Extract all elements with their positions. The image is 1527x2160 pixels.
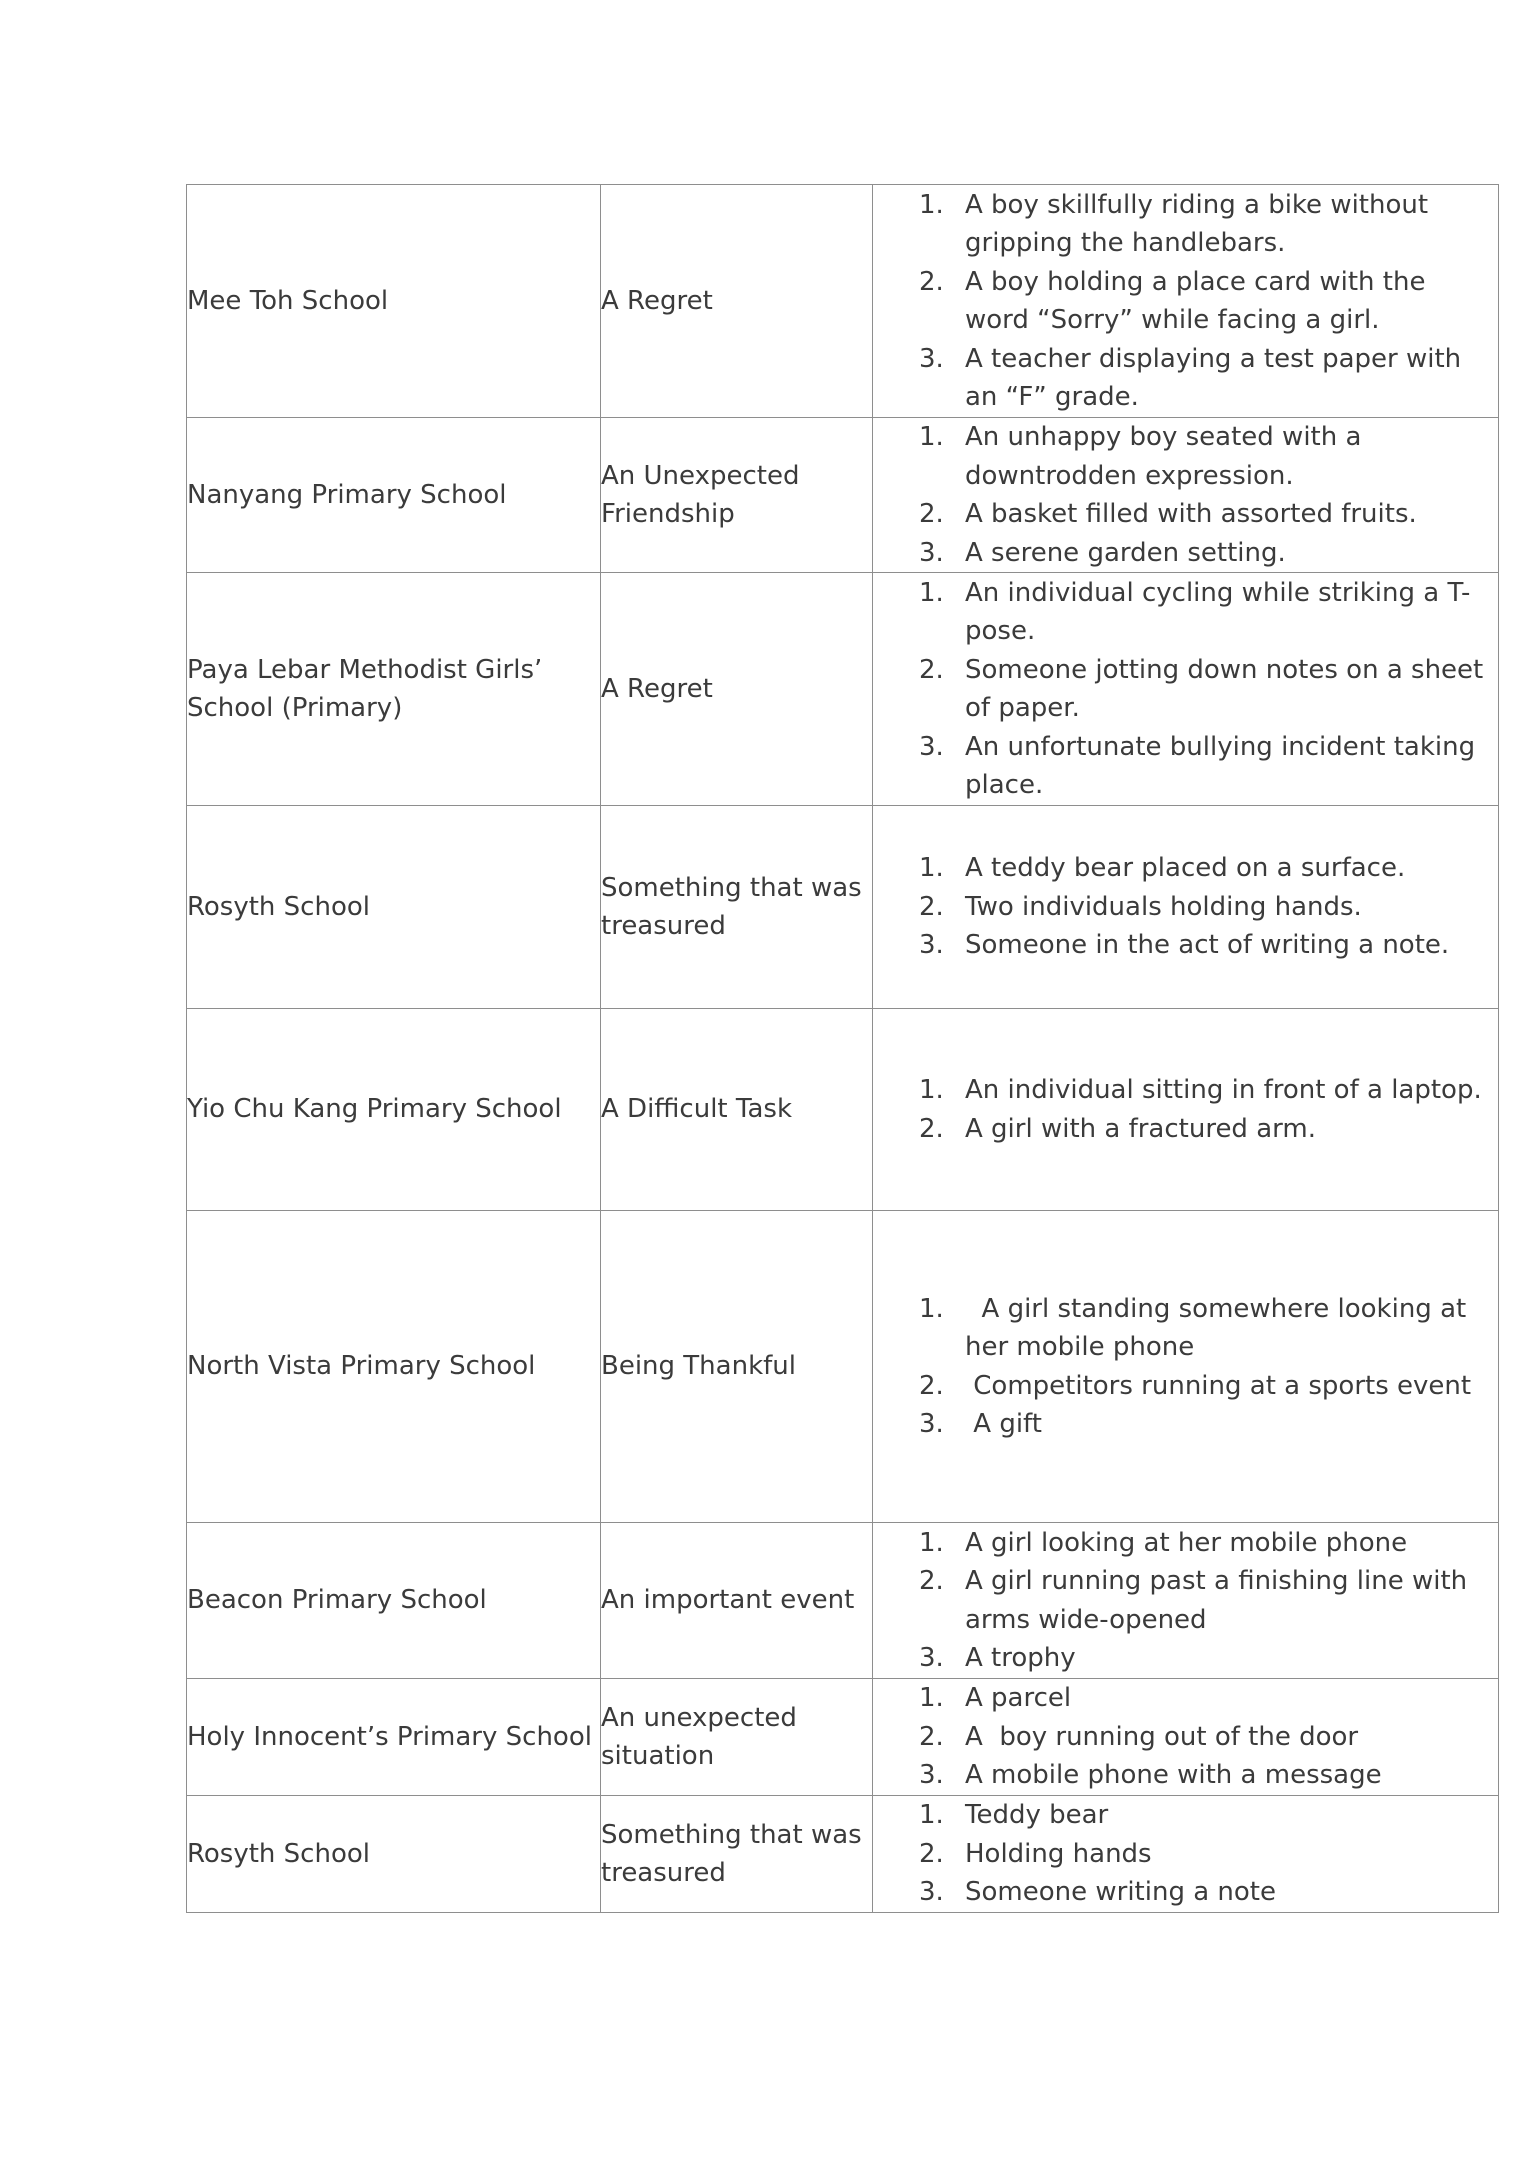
table-row bbox=[187, 573, 1499, 806]
picture-list-item bbox=[873, 1524, 1498, 1563]
picture-descriptions-cell bbox=[873, 1009, 1499, 1211]
picture-description: Competitors running at a sports event bbox=[965, 1370, 1472, 1401]
list-number: 2. bbox=[919, 1113, 944, 1144]
picture-list-item bbox=[873, 1756, 1498, 1795]
picture-list-item bbox=[873, 574, 1498, 651]
list-number: 1. bbox=[919, 1527, 944, 1558]
picture-list-item bbox=[873, 534, 1498, 573]
picture-list bbox=[873, 1290, 1498, 1444]
list-number: 2. bbox=[919, 1721, 944, 1752]
picture-description: A trophy bbox=[965, 1643, 1076, 1673]
picture-list bbox=[873, 1071, 1498, 1148]
list-number: 1. bbox=[919, 1075, 944, 1105]
list-number: 3. bbox=[919, 1409, 944, 1439]
list-number: 1. bbox=[919, 1800, 944, 1831]
picture-description: A girl looking at her mobile phone bbox=[965, 1527, 1408, 1558]
list-number: 1. bbox=[919, 422, 944, 452]
table-row bbox=[187, 1679, 1499, 1796]
table-body bbox=[187, 185, 1499, 1913]
picture-description: A boy skillfully riding a bike without gripping the handlebars. bbox=[965, 189, 1437, 258]
picture-descriptions-cell bbox=[873, 573, 1499, 806]
picture-list bbox=[873, 186, 1498, 417]
list-number: 2. bbox=[919, 499, 944, 529]
picture-description: A basket filled with assorted fruits. bbox=[965, 499, 1417, 529]
picture-description: Someone writing a note bbox=[965, 1877, 1276, 1908]
school-name-cell: Mee Toh School bbox=[187, 185, 601, 418]
list-number: 3. bbox=[919, 537, 944, 568]
picture-list-item bbox=[873, 888, 1498, 927]
list-number: 1. bbox=[919, 189, 944, 220]
table-row bbox=[187, 1009, 1499, 1211]
composition-topic-cell: An important event bbox=[601, 1523, 873, 1679]
picture-list-item bbox=[873, 263, 1498, 340]
list-number: 2. bbox=[919, 266, 944, 297]
list-number: 2. bbox=[919, 1370, 944, 1401]
picture-description: A serene garden setting. bbox=[965, 537, 1286, 568]
picture-list bbox=[873, 1796, 1498, 1912]
picture-description: A boy running out of the door bbox=[965, 1721, 1359, 1752]
picture-list-item bbox=[873, 1679, 1498, 1718]
composition-topics-table bbox=[186, 184, 1499, 1913]
picture-descriptions-cell bbox=[873, 185, 1499, 418]
composition-topic-cell: Being Thankful bbox=[601, 1211, 873, 1523]
composition-topic-cell: An Unexpected Friendship bbox=[601, 418, 873, 573]
picture-descriptions-cell bbox=[873, 418, 1499, 573]
list-number: 3. bbox=[919, 1760, 944, 1791]
picture-list-item bbox=[873, 651, 1498, 728]
list-number: 3. bbox=[919, 1643, 944, 1673]
composition-topic-cell: Something that was treasured bbox=[601, 1796, 873, 1913]
composition-topic-cell: A Difficult Task bbox=[601, 1009, 873, 1211]
picture-list bbox=[873, 1679, 1498, 1795]
picture-list-item bbox=[873, 1718, 1498, 1757]
school-name-cell: Rosyth School bbox=[187, 1796, 601, 1913]
table-row bbox=[187, 418, 1499, 573]
list-number: 2. bbox=[919, 891, 944, 922]
list-number: 1. bbox=[919, 1293, 944, 1324]
table-row bbox=[187, 806, 1499, 1009]
list-number: 3. bbox=[919, 343, 944, 374]
picture-list bbox=[873, 418, 1498, 572]
picture-description: Two individuals holding hands. bbox=[965, 891, 1362, 922]
picture-list-item bbox=[873, 418, 1498, 495]
school-name-cell: Yio Chu Kang Primary School bbox=[187, 1009, 601, 1211]
picture-list-item bbox=[873, 1796, 1498, 1835]
picture-list-item bbox=[873, 926, 1498, 965]
picture-descriptions-cell bbox=[873, 1796, 1499, 1913]
picture-list-item bbox=[873, 728, 1498, 805]
table-row bbox=[187, 1796, 1499, 1913]
picture-description: Someone jotting down notes on a sheet of paper. bbox=[965, 654, 1492, 723]
composition-topic-cell: A Regret bbox=[601, 185, 873, 418]
picture-list-item bbox=[873, 1367, 1498, 1406]
picture-description: A teacher displaying a test paper with an “F” grade. bbox=[965, 343, 1470, 412]
picture-description: Teddy bear bbox=[965, 1800, 1109, 1831]
school-name-cell: Holy Innocent’s Primary School bbox=[187, 1679, 601, 1796]
picture-description: A boy holding a place card with the word “Sorry” while facing a girl. bbox=[965, 266, 1434, 335]
picture-description: A parcel bbox=[965, 1683, 1072, 1714]
picture-description: An unhappy boy seated with a downtrodden expression. bbox=[965, 422, 1370, 491]
picture-list bbox=[873, 1524, 1498, 1678]
table-row bbox=[187, 1211, 1499, 1523]
picture-description: A girl with a fractured arm. bbox=[965, 1113, 1316, 1144]
picture-list bbox=[873, 574, 1498, 805]
list-number: 2. bbox=[919, 654, 944, 685]
picture-list-item bbox=[873, 1873, 1498, 1912]
list-number: 2. bbox=[919, 1838, 944, 1869]
picture-list-item bbox=[873, 495, 1498, 534]
picture-list bbox=[873, 849, 1498, 965]
picture-descriptions-cell bbox=[873, 1523, 1499, 1679]
table-row bbox=[187, 1523, 1499, 1679]
picture-list-item bbox=[873, 340, 1498, 417]
composition-topic-cell: A Regret bbox=[601, 573, 873, 806]
picture-descriptions-cell bbox=[873, 1211, 1499, 1523]
picture-description: A teddy bear placed on a surface. bbox=[965, 853, 1406, 884]
picture-description: A girl standing somewhere looking at her mobile phone bbox=[965, 1293, 1475, 1362]
picture-list-item bbox=[873, 1562, 1498, 1639]
school-name-cell: Paya Lebar Methodist Girls’ School (Primary) bbox=[187, 573, 601, 806]
school-name-cell: Beacon Primary School bbox=[187, 1523, 601, 1679]
picture-list-item bbox=[873, 1405, 1498, 1444]
list-number: 1. bbox=[919, 1683, 944, 1714]
list-number: 3. bbox=[919, 930, 944, 961]
list-number: 2. bbox=[919, 1566, 944, 1596]
picture-description: An unfortunate bullying incident taking place. bbox=[965, 731, 1484, 800]
list-number: 1. bbox=[919, 577, 944, 608]
picture-list-item bbox=[873, 1835, 1498, 1874]
picture-description: Someone in the act of writing a note. bbox=[965, 930, 1450, 961]
picture-list-item bbox=[873, 1290, 1498, 1367]
picture-description: A mobile phone with a message bbox=[965, 1760, 1382, 1791]
table-row bbox=[187, 185, 1499, 418]
picture-description: A gift bbox=[965, 1409, 1042, 1439]
list-number: 1. bbox=[919, 853, 944, 884]
picture-descriptions-cell bbox=[873, 1679, 1499, 1796]
picture-list-item bbox=[873, 186, 1498, 263]
list-number: 3. bbox=[919, 731, 944, 762]
picture-description: A girl running past a finishing line with arms wide-opened bbox=[965, 1566, 1476, 1635]
picture-description: An individual sitting in front of a laptop. bbox=[965, 1075, 1482, 1105]
picture-description: Holding hands bbox=[965, 1838, 1152, 1869]
picture-description: An individual cycling while striking a T-pose. bbox=[965, 577, 1471, 646]
picture-descriptions-cell bbox=[873, 806, 1499, 1009]
school-name-cell: Rosyth School bbox=[187, 806, 601, 1009]
picture-list-item bbox=[873, 1639, 1498, 1678]
picture-list-item bbox=[873, 1110, 1498, 1149]
list-number: 3. bbox=[919, 1877, 944, 1908]
composition-topic-cell: An unexpected situation bbox=[601, 1679, 873, 1796]
picture-list-item bbox=[873, 1071, 1498, 1110]
picture-list-item bbox=[873, 849, 1498, 888]
school-name-cell: North Vista Primary School bbox=[187, 1211, 601, 1523]
composition-topic-cell: Something that was treasured bbox=[601, 806, 873, 1009]
school-name-cell: Nanyang Primary School bbox=[187, 418, 601, 573]
